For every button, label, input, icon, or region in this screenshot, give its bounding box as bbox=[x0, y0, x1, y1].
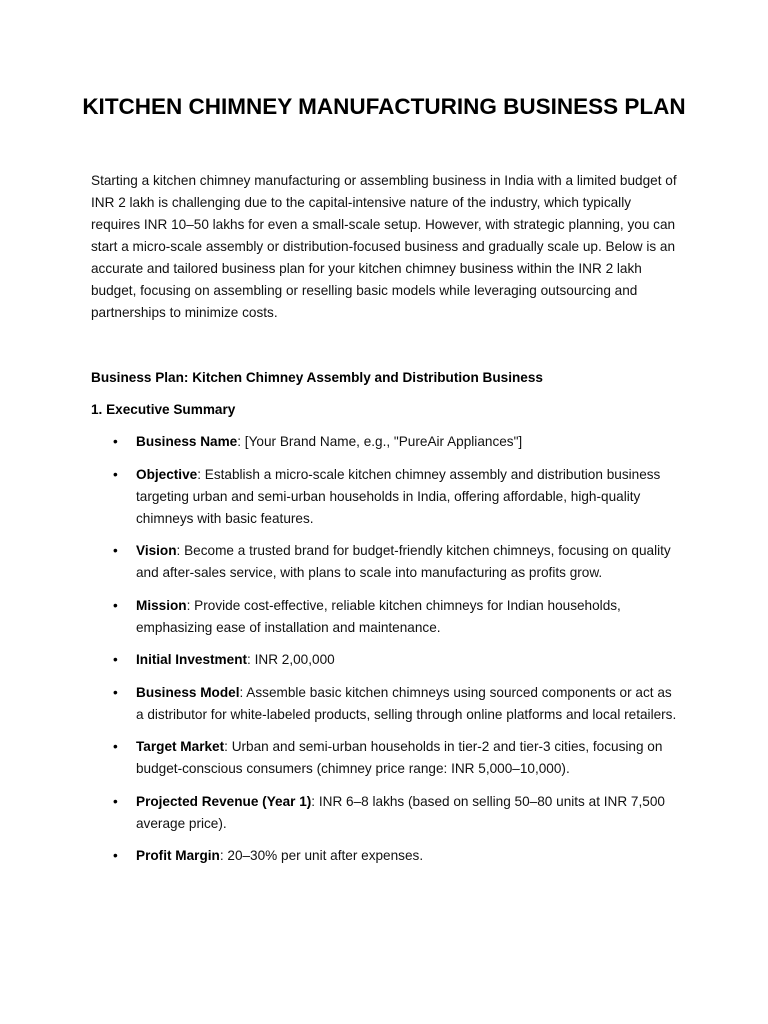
bullet-icon: • bbox=[113, 597, 118, 613]
list-item bbox=[91, 431, 681, 453]
executive-summary-list bbox=[91, 431, 681, 878]
bullet-icon: • bbox=[113, 739, 118, 754]
bullet-icon: • bbox=[113, 684, 118, 700]
bullet-icon: • bbox=[113, 434, 118, 449]
item-label: Business Model bbox=[136, 684, 240, 700]
document-title: KITCHEN CHIMNEY MANUFACTURING BUSINESS PLAN bbox=[82, 94, 686, 119]
item-text: : Establish a micro-scale kitchen chimney assembly and distribution business targeting urban and semi-urban households in India, offering affordable, high-quality chimneys with basic features. bbox=[136, 466, 661, 526]
item-text: : INR 6–8 lakhs (based on selling 50–80 units at INR 7,500 average price). bbox=[136, 793, 665, 831]
bullet-icon: • bbox=[113, 793, 118, 809]
item-label: Profit Margin bbox=[136, 848, 220, 863]
item-text: : [Your Brand Name, e.g., "PureAir Appliances"] bbox=[237, 434, 523, 449]
item-text: : INR 2,00,000 bbox=[247, 652, 335, 667]
item-text: : Become a trusted brand for budget-friendly kitchen chimneys, focusing on quality and after-sales service, with plans to scale into manufacturing as profits grow. bbox=[136, 543, 671, 580]
list-item bbox=[91, 845, 681, 867]
item-label: Initial Investment bbox=[136, 652, 248, 667]
item-label: Projected Revenue (Year 1) bbox=[136, 793, 312, 809]
plan-heading: Business Plan: Kitchen Chimney Assembly and Distribution Business bbox=[91, 370, 543, 385]
item-label: Vision bbox=[136, 543, 177, 558]
item-text: : 20–30% per unit after expenses. bbox=[219, 848, 424, 863]
bullet-icon: • bbox=[113, 848, 118, 863]
section-heading-executive-summary: 1. Executive Summary bbox=[91, 402, 236, 417]
bullet-icon: • bbox=[113, 652, 118, 667]
item-label: Business Name bbox=[136, 434, 238, 449]
list-item bbox=[91, 595, 681, 639]
bullet-icon: • bbox=[113, 543, 118, 558]
item-label: Target Market bbox=[136, 739, 225, 754]
item-label: Objective bbox=[136, 466, 198, 482]
item-text: : Provide cost-effective, reliable kitchen chimneys for Indian households, emphasizing ease of installation and maintenance. bbox=[136, 597, 621, 635]
item-label: Mission bbox=[136, 597, 187, 613]
list-item bbox=[91, 540, 681, 584]
list-item bbox=[91, 791, 681, 835]
list-item bbox=[91, 736, 681, 780]
bullet-icon: • bbox=[113, 466, 118, 482]
list-item bbox=[91, 682, 681, 726]
item-text: : Assemble basic kitchen chimneys using sourced components or act as a distributor for white-labeled products, selling through online platforms and local retailers. bbox=[136, 684, 677, 722]
item-text: : Urban and semi-urban households in tier-2 and tier-3 cities, focusing on budget-conscious consumers (chimney price range: INR 5,000–10,000). bbox=[136, 739, 663, 776]
list-item bbox=[91, 464, 681, 530]
intro-paragraph: Starting a kitchen chimney manufacturing or assembling business in India with a limited budget of INR 2 lakh is challenging due to the capital-intensive nature of the industry, which typically requires INR 10–50 lakhs for even a small-scale setup. However, with strategic planning, you can start a micro-scale assembly or distribution-focused business and gradually scale up. Below is an accurate and tailored business plan for your kitchen chimney business within the INR 2 lakh budget, focusing on assembling or reselling basic models while leveraging outsourcing and partnerships to minimize costs. bbox=[91, 173, 677, 320]
list-item bbox=[91, 649, 681, 671]
